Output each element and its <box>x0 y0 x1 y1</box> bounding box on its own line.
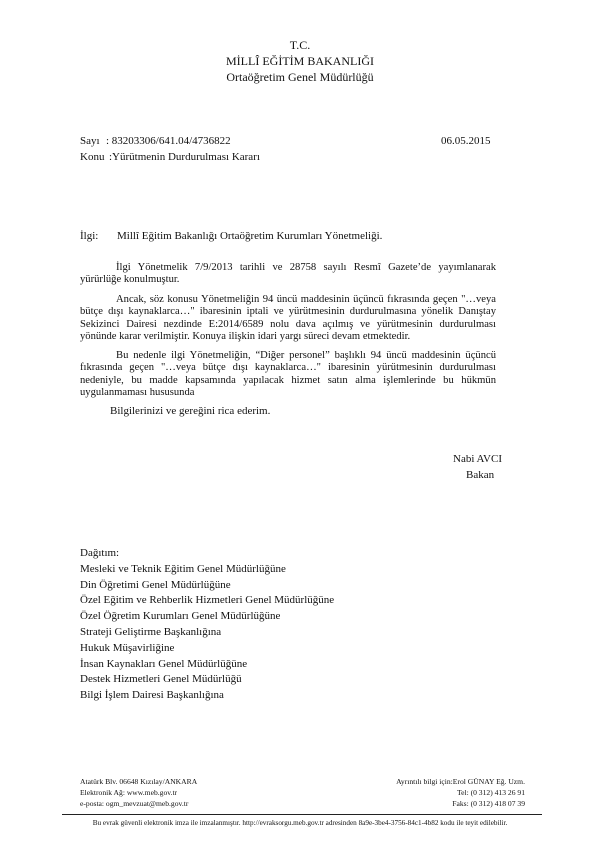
ilgi-text: Millî Eğitim Bakanlığı Ortaöğretim Kurumları Yönetmeliği. <box>117 230 383 242</box>
paragraph-3 <box>80 350 496 400</box>
distribution-item: Strateji Geliştirme Başkanlığına <box>80 625 222 638</box>
header-directorate: Ortaöğretim Genel Müdürlüğü <box>226 70 374 84</box>
ilgi-label: İlgi: <box>80 230 99 242</box>
konu-value: :Yürütmenin Durdurulması Kararı <box>109 151 260 163</box>
distribution-title: Dağıtım: <box>80 547 120 559</box>
footer-fax: Faks: (0 312) 418 07 39 <box>452 799 525 808</box>
distribution-item: Bilgi İşlem Dairesi Başkanlığına <box>80 689 224 702</box>
footer-verification: Bu evrak güvenli elektronik imza ile imzalanmıştır. http://evraksorgu.meb.gov.tr adresinden 8a9e-3be4-3756-84c1-4b82 kodu ile teyit edilebilir. <box>92 819 508 827</box>
sayi-label: Sayı <box>80 135 100 147</box>
footer-divider <box>62 814 542 815</box>
distribution-item: Özel Eğitim ve Rehberlik Hizmetleri Genel Müdürlüğüne <box>80 594 335 607</box>
footer-contact: Ayrıntılı bilgi için:Erol GÜNAY Eğ. Uzm. <box>396 777 525 786</box>
distribution-item: Destek Hizmetleri Genel Müdürlüğü <box>80 673 242 686</box>
footer-tel: Tel: (0 312) 413 26 91 <box>456 788 525 797</box>
document-date: 06.05.2015 <box>441 135 491 147</box>
header-ministry: MİLLÎ EĞİTİM BAKANLIĞI <box>226 54 374 68</box>
closing-line: Bilgilerinizi ve gereğini rica ederim. <box>110 405 271 417</box>
paragraph-2 <box>80 294 496 344</box>
paragraph-1-text: İlgi Yönetmelik 7/9/2013 tarihli ve 28758 sayılı Resmî Gazete’de yayımlanarak yürürlüğe konulmuştur. <box>80 262 496 286</box>
distribution-list <box>80 546 334 704</box>
distribution-item: Hukuk Müşavirliğine <box>80 641 175 654</box>
signatory-title: Bakan <box>466 469 495 481</box>
sayi-value: : 83203306/641.04/4736822 <box>106 135 231 147</box>
distribution-item: İnsan Kaynakları Genel Müdürlüğüne <box>80 657 248 670</box>
footer-web: Elektronik Ağ: www.meb.gov.tr <box>80 788 178 797</box>
signatory-name: Nabi AVCI <box>453 453 502 465</box>
paragraph-3-text: Bu nedenle ilgi Yönetmeliğin, “Diğer personel” başlıklı 94 üncü maddesinin üçüncü fıkrasında geçen "…veya bütçe dışı kaynaklarca…" ibaresinin yürütmesinin durdurulması nedeniyle, bu madde kapsamında yapılacak hizmet satın alma işlemlerinde bu hükmün uygulanmaması hususunda <box>80 350 496 399</box>
paragraph-1 <box>80 262 496 287</box>
distribution-item: Din Öğretimi Genel Müdürlüğüne <box>80 578 231 591</box>
distribution-item: Özel Öğretim Kurumları Genel Müdürlüğüne <box>80 610 281 623</box>
header-tc: T.C. <box>289 38 311 52</box>
paragraph-2-text: Ancak, söz konusu Yönetmeliğin 94 üncü maddesinin üçüncü fıkrasında geçen "…veya bütçe dışı kaynaklarca…" ibaresinin iptali ve yürütmesinin durdurulmasına yönelik Danıştay Sekizinci Dairesi nezdinde E:2014/6589 nolu dava açılmış ve yürütmesinin durdurulması yönünde karar verilmiştir. Konuya ilişkin idari yargı süreci devam etmektedir. <box>80 294 496 343</box>
konu-label: Konu <box>80 151 105 163</box>
footer-address: Atatürk Blv. 06648 Kızılay/ANKARA <box>80 777 198 786</box>
distribution-item: Mesleki ve Teknik Eğitim Genel Müdürlüğüne <box>80 562 286 575</box>
footer-email: e-posta: ogm_mevzuat@meb.gov.tr <box>80 799 189 808</box>
